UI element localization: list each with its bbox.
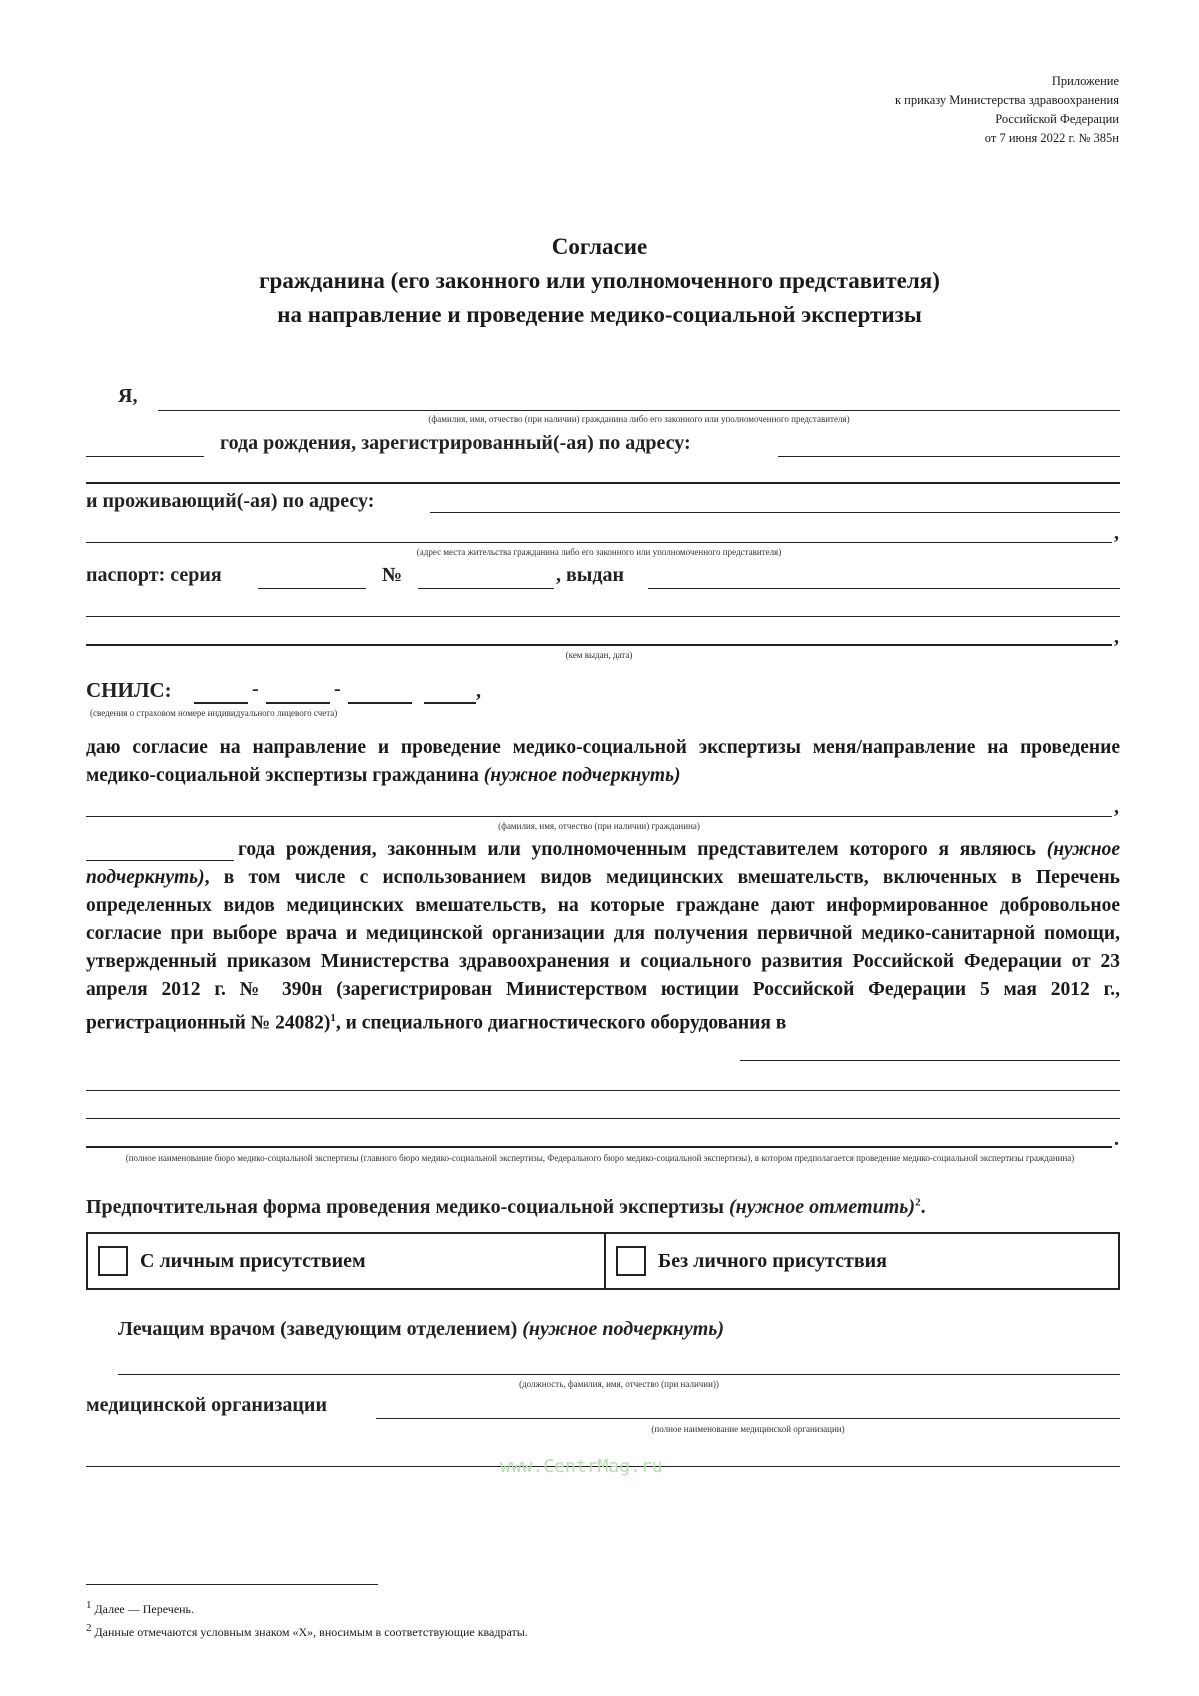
passport-number-field[interactable] — [418, 588, 554, 589]
preferred-form-text: Предпочтительная форма проведения медико-социальной экспертизы — [86, 1196, 724, 1218]
document-title — [0, 230, 1199, 332]
snils-hint: (сведения о страховом номере индивидуального лицевого счета) — [90, 708, 338, 718]
citizen-hint: (фамилия, имя, отчество (при наличии) гражданина) — [498, 821, 700, 831]
comma: , — [1114, 522, 1119, 544]
med-org-field[interactable] — [376, 1418, 1120, 1419]
option-without-presence[interactable] — [606, 1234, 1118, 1288]
consent-paragraph — [86, 734, 1120, 790]
snils-dash: - — [252, 678, 259, 700]
doctor-field[interactable] — [118, 1374, 1120, 1375]
appendix-line: к приказу Министерства здравоохранения — [894, 93, 1119, 107]
bureau-hint: (полное наименование бюро медико-социальной экспертизы (главного бюро медико-социальной экспертизы, Федерального бюро медико-социальной экспертизы), в котором предполагается проведение медико-социальной экспертизы гражданина) — [125, 1153, 1075, 1163]
snils-part-3[interactable] — [348, 702, 412, 704]
title-line: на направление и проведение медико-социальной экспертизы — [277, 302, 922, 327]
comma: , — [1114, 626, 1119, 648]
representative-paragraph — [86, 836, 1120, 1038]
preferred-form-label — [86, 1196, 926, 1219]
doctor-hint: (должность, фамилия, имя, отчество (при наличии)) — [519, 1379, 719, 1389]
paragraph-text: года рождения, законным или уполномоченным представителем которого я являюсь — [238, 839, 1036, 860]
footnote-1: $^1$ Далее — Перечень. — [86, 1599, 195, 1616]
checkbox-with-presence[interactable] — [98, 1246, 128, 1276]
title-line: гражданина (его законного или уполномоченного представителя) — [259, 268, 940, 293]
bureau-field-2[interactable] — [86, 1090, 1120, 1091]
issued-hint: (кем выдан, дата) — [565, 650, 633, 660]
doctor-label-text: Лечащим врачом (заведующим отделением) — [118, 1318, 518, 1340]
issued-label: , выдан — [556, 564, 625, 586]
snils-part-4[interactable] — [424, 702, 476, 704]
paragraph-text: , в том числе с использованием видов медицинских вмешательств, включенных в Перечень определенных видов медицинских вмешательств, на которые граждане дают информированное добровольное согласие при выборе врача и медицинской организации для получения первичной медико-санитарной помощи, утвержденный приказом Министерства здравоохранения и социального развития Российской Федерации от 23 апреля 2012 г. № 390н (зарегистрирован Министерством юстиции Российской Федерации 5 мая 2012 г., регистрационный № 24082) — [86, 867, 1120, 1034]
number-sign: № — [382, 564, 403, 586]
snils-part-2[interactable] — [266, 702, 330, 704]
watermark: www.CentrMag.ru — [500, 1456, 663, 1477]
title-line: Согласие — [551, 234, 648, 259]
birth-registered-label: года рождения, зарегистрированный(-ая) по адресу: — [220, 432, 691, 454]
med-org-hint: (полное наименование медицинской организации) — [651, 1424, 845, 1434]
appendix-line: Российской Федерации — [995, 112, 1119, 126]
i-label: Я, — [118, 385, 138, 407]
fio-hint: (фамилия, имя, отчество (при наличии) гражданина либо его законного или уполномоченного представителя) — [428, 414, 850, 424]
footnote-ref: 1 — [330, 1012, 336, 1024]
birth-year-field[interactable] — [86, 456, 204, 457]
address-hint: (адрес места жительства гражданина либо его законного или уполномоченного представителя) — [416, 547, 782, 557]
appendix-block — [895, 72, 1119, 148]
passport-series-label: паспорт: серия — [86, 564, 222, 586]
underline-needed-note: (нужное подчеркнуть) — [522, 1318, 725, 1340]
fio-field[interactable] — [158, 410, 1120, 411]
option-with-presence[interactable] — [88, 1234, 606, 1288]
med-org-label: медицинской организации — [86, 1394, 327, 1416]
option-with-presence-label: С личным присутствием — [140, 1249, 366, 1272]
period: . — [1114, 1128, 1119, 1150]
residing-label: и проживающий(-ая) по адресу: — [86, 490, 375, 512]
underline-needed-note: (нужное подчеркнуть) — [483, 765, 681, 786]
period: . — [920, 1196, 926, 1218]
footnote-ref: 2 — [915, 1196, 921, 1209]
option-without-presence-label: Без личного присутствия — [658, 1249, 887, 1272]
paragraph-text: , и специального диагностического оборудования в — [335, 1012, 787, 1034]
issued-by-field[interactable] — [648, 588, 1120, 589]
registered-address-field-2[interactable] — [86, 482, 1120, 484]
footnote-1-text: Далее — Перечень. — [94, 1602, 195, 1616]
snils-part-1[interactable] — [194, 702, 248, 704]
appendix-line: от 7 июня 2022 г. № 385н — [984, 131, 1119, 145]
presence-options-table — [86, 1232, 1120, 1290]
residing-address-field-2[interactable] — [86, 542, 1112, 543]
residing-address-field[interactable] — [430, 512, 1120, 513]
mark-needed-note: (нужное отметить) — [729, 1196, 916, 1218]
registered-address-field[interactable] — [778, 456, 1120, 457]
footnotes — [86, 1596, 528, 1642]
comma: , — [1114, 796, 1119, 818]
citizen-fio-field[interactable] — [86, 816, 1112, 817]
consent-text: даю согласие на направление и проведение медико-социальной экспертизы меня/направление на проведение медико-социальной экспертизы гражданина — [86, 737, 1120, 786]
issued-by-field-2[interactable] — [86, 616, 1120, 617]
snils-label: СНИЛС: — [86, 678, 172, 702]
issued-by-field-3[interactable] — [86, 644, 1112, 646]
footnote-2: $^2$ Данные отмечаются условным знаком «Х», вносимым в соответствующие квадраты. — [86, 1622, 528, 1639]
checkbox-without-presence[interactable] — [616, 1246, 646, 1276]
doctor-label — [118, 1318, 724, 1341]
bureau-field-3[interactable] — [86, 1118, 1120, 1119]
comma: , — [476, 680, 481, 702]
underline-needed-note: (нужное подчеркнуть) — [86, 839, 1121, 888]
bureau-field-4[interactable] — [86, 1146, 1112, 1148]
passport-series-field[interactable] — [258, 588, 366, 589]
footnote-separator — [86, 1584, 378, 1585]
footnote-2-text: Данные отмечаются условным знаком «Х», вносимым в соответствующие квадраты. — [94, 1625, 528, 1639]
appendix-line: Приложение — [1051, 74, 1119, 88]
bureau-field[interactable] — [740, 1060, 1120, 1061]
snils-dash: - — [334, 678, 341, 700]
